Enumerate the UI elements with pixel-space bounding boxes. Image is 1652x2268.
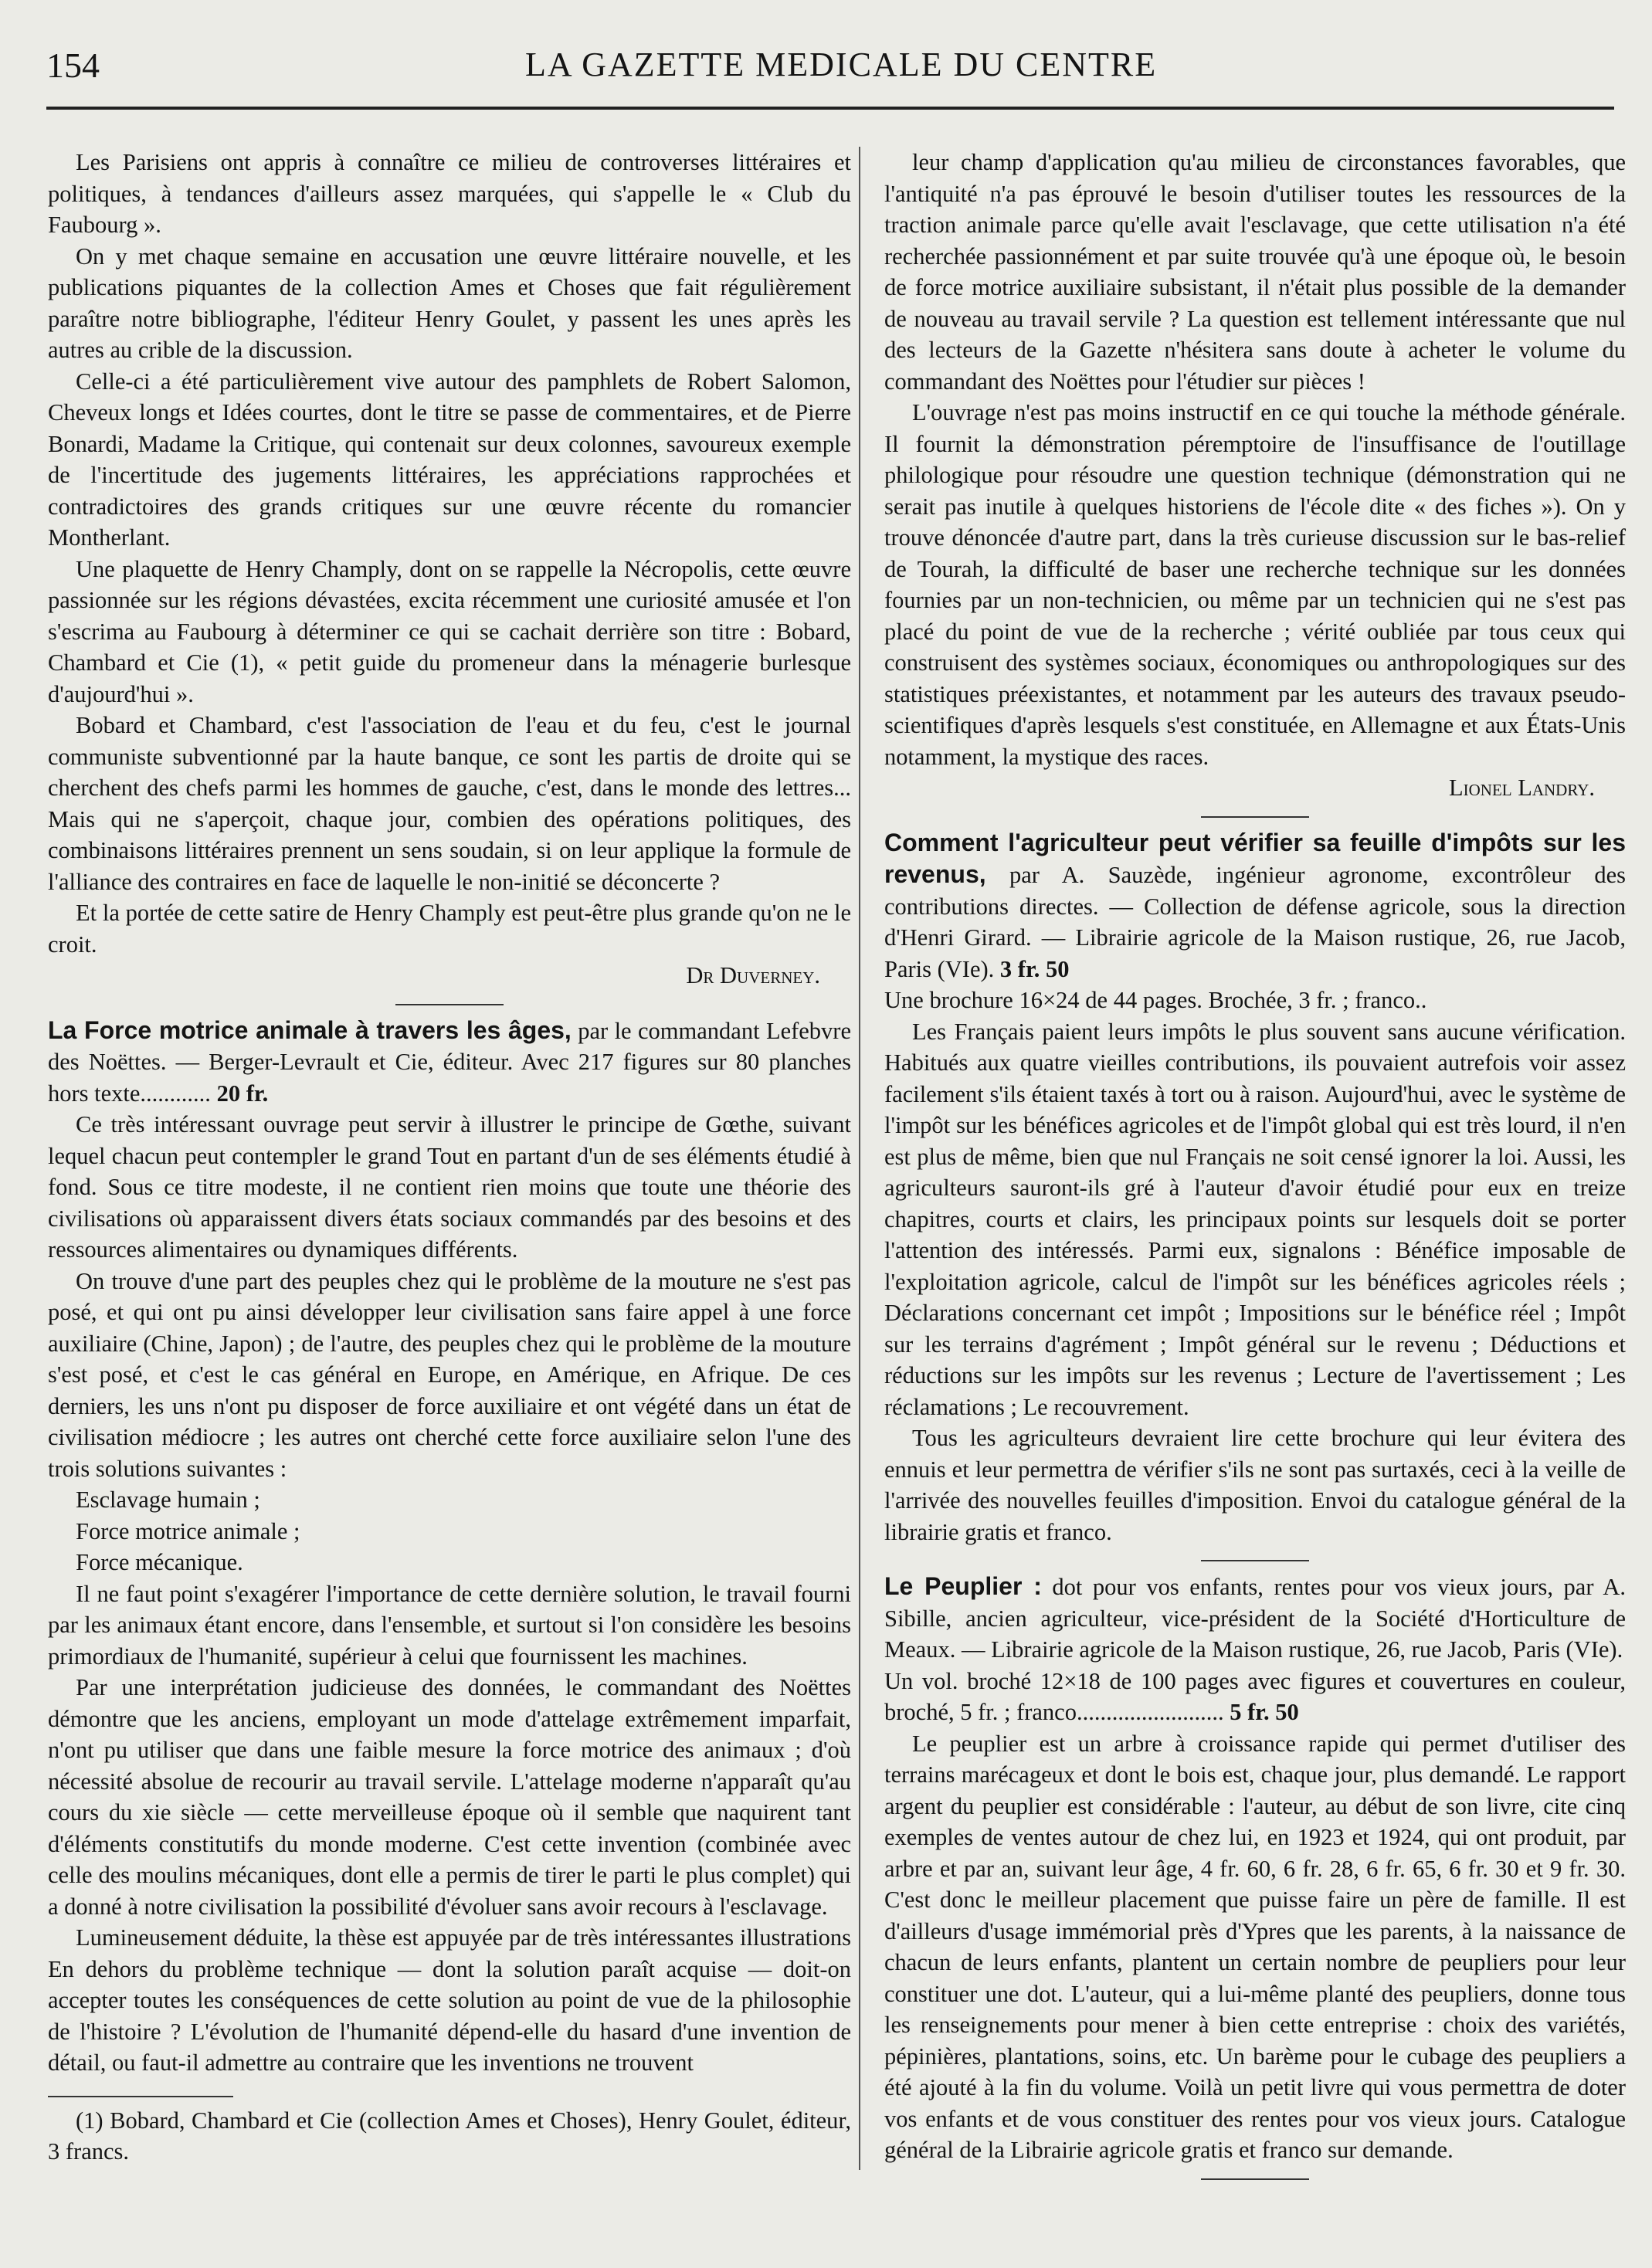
review-heading bbox=[884, 1571, 1626, 1666]
review-citation: par A. Sauzède, ingénieur agronome, excontrôleur des contributions directes. — Collection de défense agricole, sous la direction d'Henri Girard. — Librairie agricole de la Maison rustique, 26, rue Jacob, Paris (VIe). bbox=[884, 862, 1626, 982]
right-column bbox=[884, 147, 1626, 2189]
review-title: Le Peuplier : bbox=[884, 1572, 1042, 1600]
review-heading bbox=[884, 827, 1626, 985]
list-item: Force motrice animale ; bbox=[76, 1517, 300, 1544]
paragraph: L'ouvrage n'est pas moins instructif en ce qui touche la méthode générale. Il fournit la démonstration péremptoire de l'insuffisance de l'outillage philologique pour résoudre une question technique (démonstration qui ne serait pas inutile à quelques historiens de l'école dite « des fiches »). On y trouve dénoncée d'autre part, dans la très curieuse discussion sur le bas-relief de Tourah, la difficulté de baser une recherche technique sur les données fournies par un non-technicien, ou même par un technicien qui ne s'est pas placé du point de vue de la recherche ; vérité oubliée par tous ceux qui construisent des systèmes sociaux, économiques ou anthropologiques sur des statistiques préexistantes, et notamment par les auteurs des travaux pseudo-scientifiques d'après lesquels s'est constituée, en Allemagne et aux États-Unis notamment, la mystique des races. bbox=[884, 399, 1626, 770]
review-citation: dot pour vos enfants, rentes pour vos vieux jours, par A. Sibille, ancien agriculteur, vice-président de la Société d'Horticulture de Meaux. — Librairie agricole de la Maison rustique, 26, rue Jacob, Paris (VIe). bbox=[884, 1574, 1626, 1663]
page-header bbox=[46, 45, 1614, 99]
paragraph: Tous les agriculteurs devraient lire cette brochure qui leur évitera des ennuis et leur permettra de vérifier s'ils ne sont pas surtaxés, ceci à la veille de l'arrivée des nouvelles feuilles d'imposition. Envoi du catalogue général de la librairie gratis et franco. bbox=[884, 1425, 1626, 1545]
paragraph: On trouve d'une part des peuples chez qui le problème de la mouture ne s'est pas posé, et qui ont pu ainsi développer leur civilisation sans faire appel à une force auxiliaire (Chine, Japon) ; de l'autre, des peuples chez qui le problème de la mouture s'est posé, et c'est le cas général en Europe, en Amérique, en Afrique. De ces derniers, les uns n'ont pu disposer de force auxiliaire et ont végété dans un état de civilisation médiocre ; les autres ont cherché cette force auxiliaire selon l'une des trois solutions suivantes : bbox=[48, 1267, 851, 1482]
separator bbox=[1201, 816, 1309, 818]
paragraph: Celle-ci a été particulièrement vive autour des pamphlets de Robert Salomon, Cheveux longs et Idées courtes, dont le titre se passe de commentaires, et de Pierre Bonardi, Madame la Critique, qui contenait sur deux colonnes, savoureux exemple de l'incertitude des jugements littéraires, les appréciations rapprochées et contradictoires des grands critiques sur une œuvre récente du romancier Montherlant. bbox=[48, 368, 851, 551]
paragraph: Bobard et Chambard, c'est l'association de l'eau et du feu, c'est le journal communiste subventionné par la haute banque, ce sont les partis de droite qui se cherchent des chefs parmi les hommes de gauche, c'est, dans le monde des lettres... Mais qui ne s'aperçoit, chaque jour, combien des opérations politiques, des combinaisons littéraires prennent un sens soudain, si on leur applique la formule de l'alliance des contraires en face de laquelle le non-initié se déconcerte ? bbox=[48, 712, 851, 895]
list-item: Force mécanique. bbox=[76, 1549, 243, 1575]
paragraph: leur champ d'application qu'au milieu de circonstances favorables, que l'antiquité n'a pas éprouvé le besoin d'utiliser toutes les ressources de la traction animale parce qu'elle avait l'esclavage, que cette utilisation n'a été recherchée passionnément et par suite trouvée qu'à une époque où, le besoin de force motrice auxiliaire subsistant, il n'était plus possible de la demander de nouveau au travail servile ? La question est tellement intéressante que nul des lecteurs de la Gazette n'hésitera sans doute à acheter le volume du commandant des Noëttes pour l'étudier sur pièces ! bbox=[884, 149, 1626, 395]
separator bbox=[1201, 2178, 1309, 2180]
paragraph: Il ne faut point s'exagérer l'importance de cette dernière solution, le travail fourni par les animaux étant encore, dans l'ensemble, et surtout si l'on considère les besoins primordiaux de l'humanité, supérieur à celui que fournissent les machines. bbox=[48, 1580, 851, 1670]
running-title: LA GAZETTE MEDICALE DU CENTRE bbox=[525, 46, 1158, 83]
paragraph: Les Français paient leurs impôts le plus souvent sans aucune vérification. Habitués aux quatre vieilles contributions, ils pouvaient autrefois voir assez facilement s'ils étaient taxés à tort ou à raison. Aujourd'hui, avec le système de l'impôt sur les bénéfices agricoles et de l'impôt global qui est très lourd, il n'en est plus de même, bien que nul Français ne soit censé ignorer la loi. Aussi, les agriculteurs sauront-ils gré à l'auteur d'avoir étudié pour eux en treize chapitres, courts et clairs, les principaux points sur lesquels doit se porter l'attention des intéressés. Parmi eux, signalons : Bénéfice imposable de l'exploitation agricole, calcul de l'impôt sur les bénéfices agricoles réels ; Déclarations concernant cet impôt ; Impositions sur le bénéfice réel ; Impôt sur les terrains d'agrément ; Impôt général sur le revenu ; Déductions et réductions sur les impôts sur les revenus ; Lecture de l'avertissement ; Les réclamations ; Le recouvrement. bbox=[884, 1018, 1626, 1420]
review-title: La Force motrice animale à travers les âges, bbox=[48, 1015, 572, 1044]
bibliographic-info: Une brochure 16×24 de 44 pages. Brochée, 3 fr. ; franco.. bbox=[884, 987, 1427, 1013]
paragraph: Les Parisiens ont appris à connaître ce milieu de controverses littéraires et politiques, à tendances d'ailleurs assez marquées, qui s'appelle le « Club du Faubourg ». bbox=[48, 149, 851, 238]
author-signature: Dr Duverney. bbox=[686, 962, 820, 988]
paragraph: On y met chaque semaine en accusation une œuvre littéraire nouvelle, et les publications piquantes de la collection Ames et Choses que fait régulièrement paraître notre bibliographe, l'éditeur Henry Goulet, y passent les unes après les autres au crible de la discussion. bbox=[48, 242, 851, 363]
left-column bbox=[48, 147, 851, 2168]
separator bbox=[1201, 1560, 1309, 1561]
review-heading bbox=[48, 1015, 851, 1110]
list-item: Esclavage humain ; bbox=[76, 1487, 260, 1513]
review-title: Comment l'agriculteur peut vérifier sa feuille d'impôts sur les revenus, bbox=[884, 828, 1626, 888]
paragraph: Et la portée de cette satire de Henry Champly est peut-être plus grande qu'on ne le croit. bbox=[48, 900, 851, 958]
paragraph: Ce très intéressant ouvrage peut servir à illustrer le principe de Gœthe, suivant lequel chacun peut contempler le grand Tout en partant d'un de ses éléments étudié à fond. Sous ce titre modeste, il ne contient rien moins que toute une théorie des civilisations où apparaissent divers états sociaux commandés par des besoins et des ressources alimentaires ou dynamiques différents. bbox=[48, 1111, 851, 1263]
paragraph: Le peuplier est un arbre à croissance rapide qui permet d'utiliser des terrains marécageux et dont le bois est, chaque jour, plus demandé. Le rapport argent du peuplier est considérable : l'auteur, au début de son livre, cite cinq exemples de ventes autour de chez lui, en 1923 et 1924, qui ont produit, par arbre et par an, suivant leur âge, 4 fr. 60, 6 fr. 28, 6 fr. 65, 6 fr. 30 et 9 fr. 30. C'est donc le meilleur placement que puisse faire un père de famille. Il est d'ailleurs d'usage immémorial près d'Ypres que les parents, à la naissance de chacun de leurs enfants, plantent un certain nombre de peupliers pour leur constituer une dot. L'auteur, qui a lui-même planté des peupliers, donne tous les renseignements pour mener à bien cette entreprise : choix des variétés, pépinières, plantations, soins, etc. Un barème pour le cubage des peupliers a été ajouté à la fin du volume. Voilà un petit livre qui vous permettra de doter vos enfants et de vous constituer des rentes pour vos vieux jours. Catalogue général de la Librairie agricole gratis et franco sur demande. bbox=[884, 1730, 1626, 2163]
author-signature: Lionel Landry. bbox=[1448, 775, 1595, 801]
footnote-rule bbox=[48, 2096, 233, 2097]
page-number: 154 bbox=[46, 46, 100, 85]
review-price: 3 fr. 50 bbox=[999, 955, 1070, 982]
review-price: 5 fr. 50 bbox=[1230, 1699, 1299, 1725]
paragraph: Une plaquette de Henry Champly, dont on se rappelle la Nécropolis, cette œuvre passionnée sur les régions dévastées, excita récemment une curiosité amusée et l'on s'escrima au Faubourg à déterminer ce qui se cachait derrière son titre : Bobard, Chambard et Cie (1), « petit guide du promeneur dans la ménagerie burlesque d'aujourd'hui ». bbox=[48, 555, 851, 707]
paragraph: Lumineusement déduite, la thèse est appuyée par de très intéressantes illustrations En dehors du problème technique — dont la solution paraît acquise — doit-on accepter toutes les conséquences de cette solution au point de vue de la philosophie de l'histoire ? L'évolution de l'humanité dépend-elle du hasard d'une invention de détail, ou faut-il admettre au contraire que les inventions ne trouvent bbox=[48, 1924, 851, 2076]
paragraph: Par une interprétation judicieuse des données, le commandant des Noëttes démontre que les anciens, employant un mode d'attelage extrêmement imparfait, n'ont pu utiliser que dans une faible mesure la force motrice des animaux ; d'où nécessité absolue de recourir au travail servile. L'attelage moderne n'apparaît qu'au cours du xie siècle — cette merveilleuse époque où il semble que naquirent tant d'éléments constitutifs du monde moderne. C'est cette invention (combinée avec celle des moulins mécaniques, dont elle a permis de tirer le parti le plus complet) qui a donné à notre civilisation la possibilité d'évoluer sans avoir recours à l'esclavage. bbox=[48, 1674, 851, 1920]
footnote: (1) Bobard, Chambard et Cie (collection Ames et Choses), Henry Goulet, éditeur, 3 francs. bbox=[48, 2107, 851, 2165]
header-rule bbox=[46, 107, 1614, 110]
separator bbox=[395, 1004, 504, 1005]
column-divider bbox=[859, 147, 860, 2170]
bibliographic-info bbox=[884, 1666, 1626, 1728]
review-price: 20 fr. bbox=[216, 1080, 269, 1107]
review-citation: par le commandant Lefebvre des Noëttes. — Berger-Levrault et Cie, éditeur. Avec 217 figures sur 80 planches hors texte............ bbox=[48, 1017, 852, 1107]
bibliographic-text: Un vol. broché 12×18 de 100 pages avec figures et couvertures en couleur, broché, 5 fr. ; franco......................... bbox=[884, 1667, 1626, 1725]
